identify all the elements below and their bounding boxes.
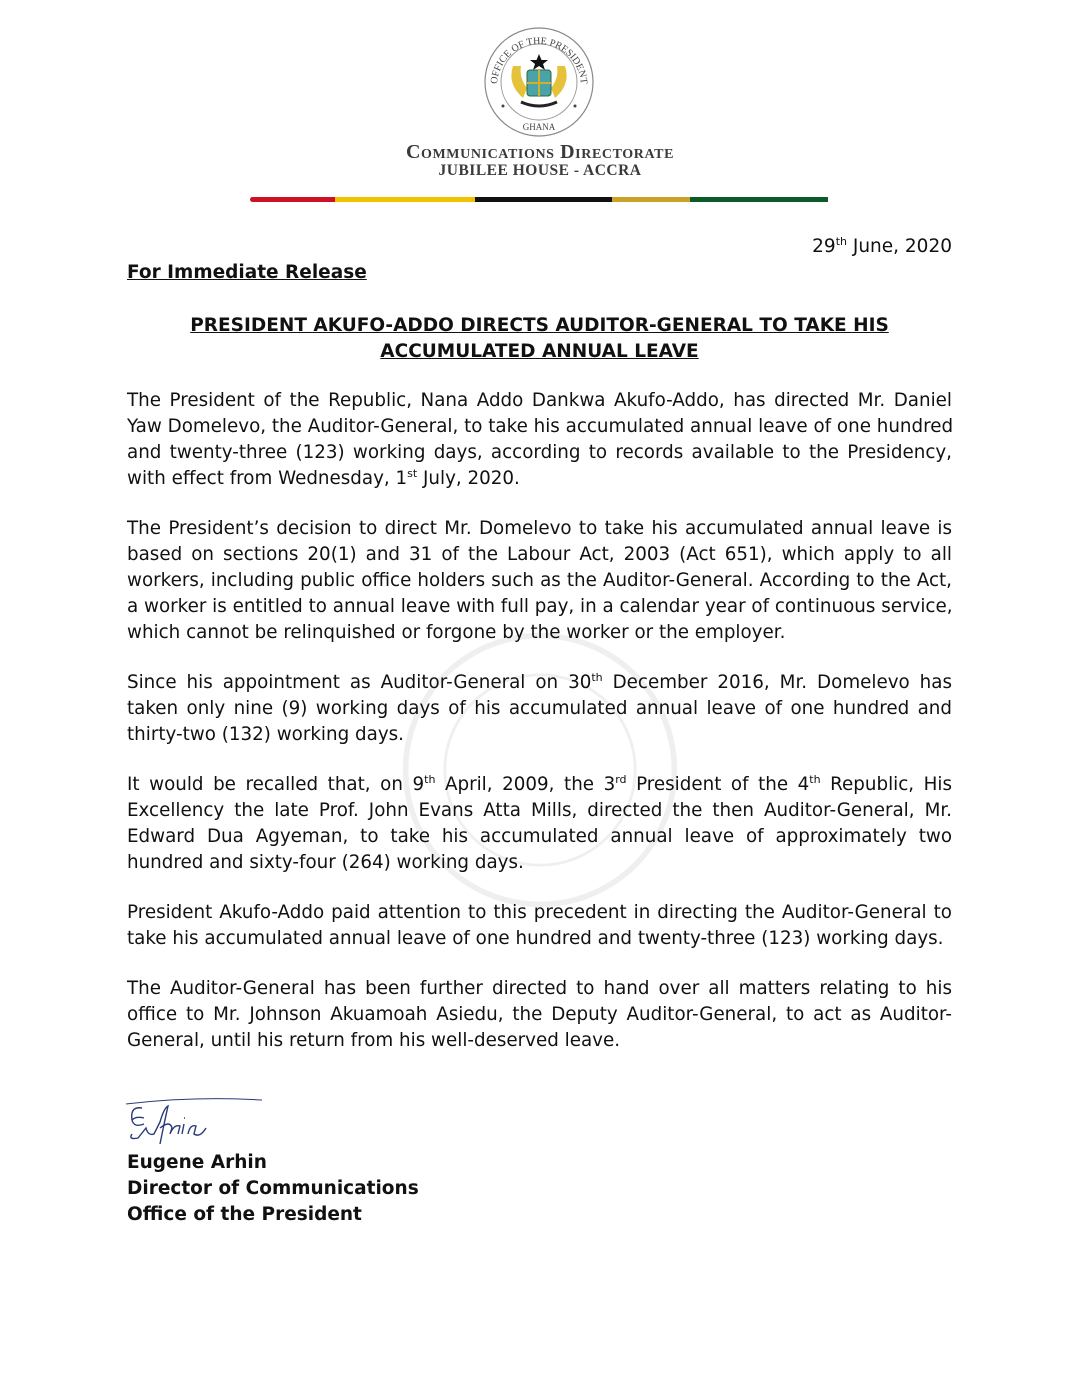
text-segment: It would be recalled that, on 9	[127, 774, 425, 795]
paragraph-line	[127, 440, 952, 466]
text-segment: Yaw Domelevo, the Auditor-General, to take his accumulated annual leave of one hundred	[127, 416, 954, 437]
text-segment: thirty-two (132) working days.	[127, 724, 404, 745]
svg-text:GHANA: GHANA	[522, 122, 556, 132]
paragraph-line	[127, 594, 952, 620]
paragraph-line	[127, 620, 952, 646]
paragraph-line	[127, 388, 952, 414]
press-release-title	[127, 313, 952, 365]
text-segment: which cannot be relinquished or forgone by the worker or the employer.	[127, 622, 786, 643]
text-segment: President of the 4	[626, 774, 810, 795]
paragraph-line	[127, 900, 952, 926]
text-segment: The Auditor-General has been further directed to hand over all matters relating to his	[127, 978, 952, 999]
paragraph-line	[127, 976, 952, 1002]
paragraph-line	[127, 696, 952, 722]
text-segment: Republic, His	[820, 774, 952, 795]
text-segment: Edward Dua Agyeman, to take his accumulated annual leave of approximately two	[127, 826, 952, 847]
text-segment: and twenty-three (123) working days, according to records available to the Presidency,	[127, 442, 952, 463]
paragraph-line	[127, 926, 952, 952]
text-segment: The President’s decision to direct Mr. Domelevo to take his accumulated annual leave is	[127, 518, 952, 539]
paragraph-line	[127, 1002, 952, 1028]
signatory-position: Director of Communications	[127, 1178, 419, 1199]
text-segment: workers, including public office holders such as the Auditor-General. According to the Act,	[127, 570, 952, 591]
bar-green	[690, 197, 828, 202]
text-segment: April, 2009, the 3	[435, 774, 616, 795]
text-segment: Excellency the late Prof. John Evans Atta Mills, directed the then Auditor-General, Mr.	[127, 800, 952, 821]
body-paragraph	[127, 388, 952, 492]
body-paragraph	[127, 772, 952, 876]
date-rest: June, 2020	[846, 236, 952, 257]
body-paragraph	[127, 900, 952, 952]
text-segment: Since his appointment as Auditor-General on 30	[127, 672, 592, 693]
ordinal-suffix: th	[591, 671, 603, 684]
paragraph-line	[127, 798, 952, 824]
paragraph-line	[127, 670, 952, 696]
text-segment: with effect from Wednesday, 1	[127, 468, 408, 489]
paragraph-line	[127, 516, 952, 542]
text-segment: based on sections 20(1) and 31 of the Labour Act, 2003 (Act 651), which apply to all	[127, 544, 952, 565]
svg-text:OFFICE OF THE PRESIDENT: OFFICE OF THE PRESIDENT	[488, 35, 590, 85]
date-suffix: th	[835, 235, 847, 248]
paragraph-line	[127, 824, 952, 850]
text-segment: taken only nine (9) working days of his accumulated annual leave of one hundred and	[127, 698, 952, 719]
ordinal-suffix: rd	[615, 773, 627, 786]
bar-gold	[612, 197, 690, 202]
flag-color-bar	[250, 197, 828, 202]
paragraph-line	[127, 466, 952, 492]
date-day: 29	[812, 236, 836, 257]
text-segment: July, 2020.	[417, 468, 520, 489]
presidential-seal-logo	[483, 26, 595, 138]
text-segment: hundred and sixty-four (264) working days.	[127, 852, 524, 873]
paragraph-line	[127, 414, 952, 440]
text-segment: General, until his return from his well-deserved leave.	[127, 1030, 621, 1051]
bar-yellow	[335, 197, 475, 202]
bar-black	[475, 197, 612, 202]
text-segment: office to Mr. Johnson Akuamoah Asiedu, the Deputy Auditor-General, to act as Auditor-	[127, 1004, 952, 1025]
signatory-name: Eugene Arhin	[127, 1152, 267, 1173]
address-subheading: JUBILEE HOUSE - ACCRA	[438, 162, 642, 179]
paragraph-line	[127, 568, 952, 594]
body-paragraph	[127, 976, 952, 1054]
release-date	[812, 236, 952, 257]
paragraph-line	[127, 772, 952, 798]
body-paragraph	[127, 670, 952, 748]
title-line: PRESIDENT AKUFO-ADDO DIRECTS AUDITOR-GENERAL TO TAKE HIS	[190, 315, 889, 336]
paragraph-line	[127, 542, 952, 568]
ordinal-suffix: th	[424, 773, 436, 786]
paragraph-line	[127, 722, 952, 748]
body-paragraph	[127, 516, 952, 646]
text-segment: take his accumulated annual leave of one hundred and twenty-three (123) working days.	[127, 928, 944, 949]
ordinal-suffix: st	[407, 467, 418, 480]
directorate-heading: Communications Directorate	[405, 141, 675, 163]
text-segment: President Akufo-Addo paid attention to this precedent in directing the Auditor-General to	[127, 902, 952, 923]
text-segment: December 2016, Mr. Domelevo has	[602, 672, 952, 693]
release-label: For Immediate Release	[127, 262, 367, 283]
signatory-office: Office of the President	[127, 1204, 362, 1225]
handwritten-signature	[124, 1094, 264, 1152]
paragraph-line	[127, 850, 952, 876]
bar-red	[250, 197, 335, 202]
ordinal-suffix: th	[809, 773, 821, 786]
paragraph-line	[127, 1028, 952, 1054]
text-segment: The President of the Republic, Nana Addo Dankwa Akufo-Addo, has directed Mr. Daniel	[127, 390, 952, 411]
title-line: ACCUMULATED ANNUAL LEAVE	[380, 341, 699, 362]
text-segment: a worker is entitled to annual leave with full pay, in a calendar year of continuous service,	[127, 596, 953, 617]
